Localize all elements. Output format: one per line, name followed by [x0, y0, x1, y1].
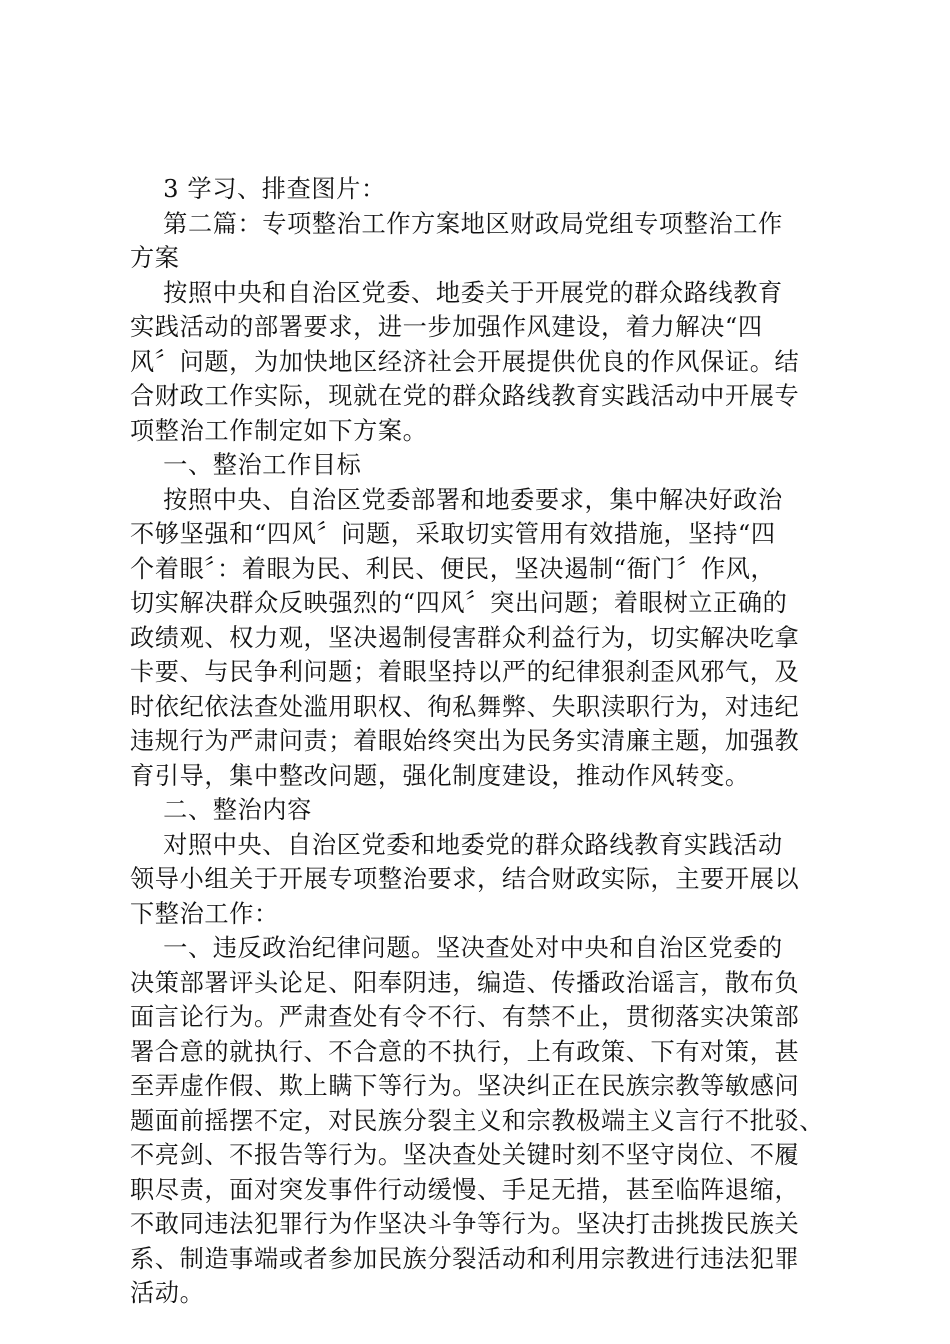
text-line: 署合意的就执行、不合意的不执行，上有政策、下有对策，甚 — [130, 1037, 800, 1066]
text-line: 按照中央、自治区党委部署和地委要求，集中解决好政治 — [130, 485, 783, 514]
text-line: 切实解决群众反映强烈的“四风〞突出问题；着眼树立正确的 — [130, 589, 788, 617]
section-title-line: 第二篇：专项整治工作方案地区财政局党组专项整治工作 — [130, 209, 783, 238]
text-line: 领导小组关于开展专项整治要求，结合财政实际，主要开展以 — [130, 865, 800, 893]
text-line: 3 学习、排查图片： — [130, 175, 386, 203]
text-line: 决策部署评头论足、阳奉阴违，编造、传播政治谣言，散布负 — [130, 968, 800, 997]
heading-line: 一、整治工作目标 — [130, 451, 362, 479]
text-line: 面言论行为。严肃查处有令不行、有禁不止，贯彻落实决策部 — [130, 1003, 800, 1031]
text-line: 合财政工作实际，现就在党的群众路线教育实践活动中开展专 — [130, 382, 800, 410]
text-line: 时依纪依法查处滥用职权、徇私舞弊、失职渎职行为，对违纪 — [130, 692, 800, 721]
text-line: 一、违反政治纪律问题。坚决查处对中央和自治区党委的 — [130, 934, 783, 962]
text-line: 职尽责，面对突发事件行动缓慢、手足无措，甚至临阵退缩， — [130, 1175, 800, 1204]
text-line: 活动。 — [130, 1279, 205, 1307]
section-title-line: 方案 — [130, 244, 180, 272]
text-line: 卡要、与民争利问题；着眼坚持以严的纪律狠刹歪风邪气，及 — [130, 658, 800, 686]
text-line: 不够坚强和“四风〞问题，采取切实管用有效措施，坚持“四 — [130, 520, 776, 548]
text-line: 实践活动的部署要求，进一步加强作风建设，着力解决“四 — [130, 313, 763, 341]
text-line: 不敢同违法犯罪行为作坚决斗争等行为。坚决打击挑拨民族关 — [130, 1210, 800, 1238]
text-line: 政绩观、权力观，坚决遏制侵害群众利益行为，切实解决吃拿 — [130, 623, 800, 652]
text-line: 风〞问题，为加快地区经济社会开展提供优良的作风保证。结 — [130, 347, 800, 376]
text-line: 至弄虚作假、欺上瞒下等行为。坚决纠正在民族宗教等敏感问 — [130, 1072, 800, 1100]
text-line: 题面前摇摆不定，对民族分裂主义和宗教极端主义言行不批驳、 — [130, 1106, 825, 1135]
text-line: 违规行为严肃问责；着眼始终突出为民务实清廉主题，加强教 — [130, 727, 800, 755]
heading-line: 二、整治内容 — [130, 796, 312, 824]
text-line: 项整治工作制定如下方案。 — [130, 416, 428, 445]
text-line: 育引导，集中整改问题，强化制度建设，推动作风转变。 — [130, 761, 750, 790]
document-body — [130, 172, 825, 1311]
text-line: 对照中央、自治区党委和地委党的群众路线教育实践活动 — [130, 830, 783, 859]
text-line: 按照中央和自治区党委、地委关于开展党的群众路线教育 — [130, 278, 783, 307]
text-line: 下整治工作： — [130, 899, 279, 928]
text-line: 系、制造事端或者参加民族分裂活动和利用宗教进行违法犯罪 — [130, 1244, 800, 1273]
text-line: 不亮剑、不报告等行为。坚决查处关键时刻不坚守岗位、不履 — [130, 1141, 800, 1169]
text-line: 个着眼〞：着眼为民、利民、便民，坚决遏制“衙门〞作风， — [130, 554, 776, 583]
